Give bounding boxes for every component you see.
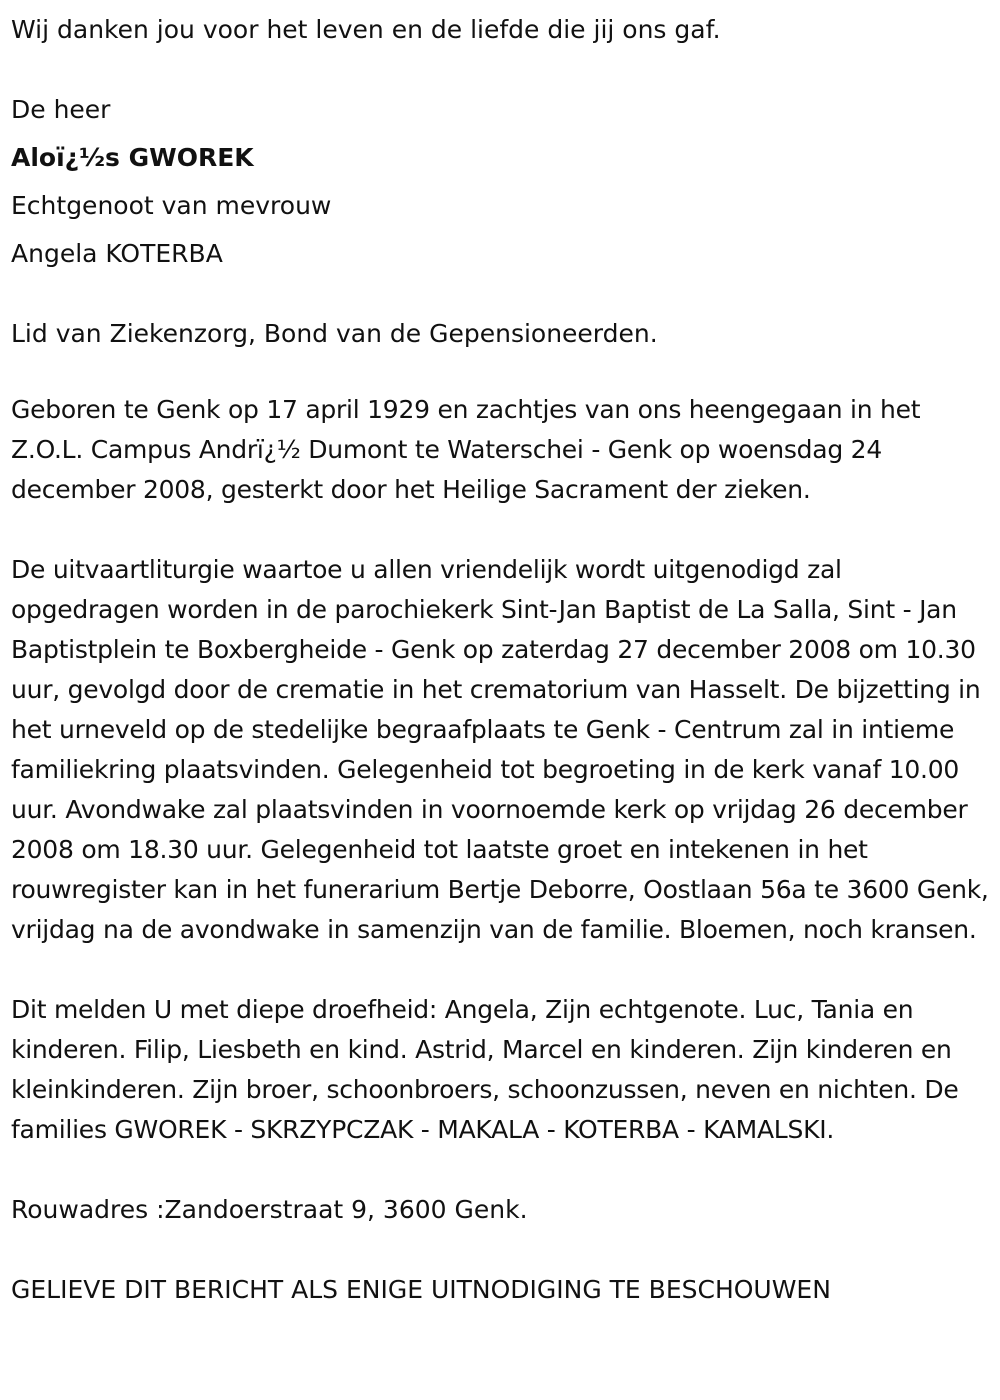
opening-line: Wij danken jou voor het leven en de liefde die jij ons gaf. bbox=[11, 15, 721, 44]
mourning-address: Rouwadres :Zandoerstraat 9, 3600 Genk. bbox=[11, 1195, 528, 1224]
spacer bbox=[11, 1230, 993, 1270]
spacer bbox=[11, 278, 993, 310]
salutation: De heer bbox=[11, 95, 111, 124]
spacer bbox=[11, 510, 993, 550]
spouse-intro: Echtgenoot van mevrouw bbox=[11, 191, 332, 220]
spacer bbox=[11, 1150, 993, 1190]
spouse-name: Angela KOTERBA bbox=[11, 239, 223, 268]
family-paragraph: Dit melden U met diepe droefheid: Angela, Zijn echtgenote. Luc, Tania en kinderen. Filip, Liesbeth en kind. Astrid, Marcel en kinderen. Zijn kinderen en kleinkinderen. Zijn broer, schoonbroers, schoonzussen, neven en nichten. De families GWOREK - SKRZYPCZAK - MAKALA - KOTERBA - KAMALSKI. bbox=[11, 995, 959, 1144]
spacer bbox=[11, 54, 993, 86]
deceased-name: Aloï¿½s GWOREK bbox=[11, 143, 254, 172]
funeral-paragraph: De uitvaartliturgie waartoe u allen vriendelijk wordt uitgenodigd zal opgedragen worden in de parochiekerk Sint-Jan Baptist de La Salla, Sint - Jan Baptistplein te Boxbergheide - Genk op zaterdag 27 december 2008 om 10.30 uur, gevolgd door de crematie in het crematorium van Hasselt. De bijzetting in het urneveld op de stedelijke begraafplaats te Genk - Centrum zal in intieme familiekring plaatsvinden. Gelegenheid tot begroeting in de kerk vanaf 10.00 uur. Avondwake zal plaatsvinden in voornoemde kerk op vrijdag 26 december 2008 om 18.30 uur. Gelegenheid tot laatste groet en intekenen in het rouwregister kan in het funerarium Bertje Deborre, Oostlaan 56a te 3600 Genk, vrijdag na de avondwake in samenzijn van de familie. Bloemen, noch kransen. bbox=[11, 555, 989, 944]
spacer bbox=[11, 358, 993, 390]
birth-death-paragraph: Geboren te Genk op 17 april 1929 en zachtjes van ons heengegaan in het Z.O.L. Campus Andrï¿½ Dumont te Waterschei - Genk op woensdag 24 december 2008, gesterkt door het Heilige Sacrament der zieken. bbox=[11, 395, 921, 504]
closing-notice: GELIEVE DIT BERICHT ALS ENIGE UITNODIGING TE BESCHOUWEN bbox=[11, 1275, 831, 1304]
obituary-document bbox=[11, 6, 993, 1310]
membership-line: Lid van Ziekenzorg, Bond van de Gepensioneerden. bbox=[11, 319, 658, 348]
spacer bbox=[11, 950, 993, 990]
